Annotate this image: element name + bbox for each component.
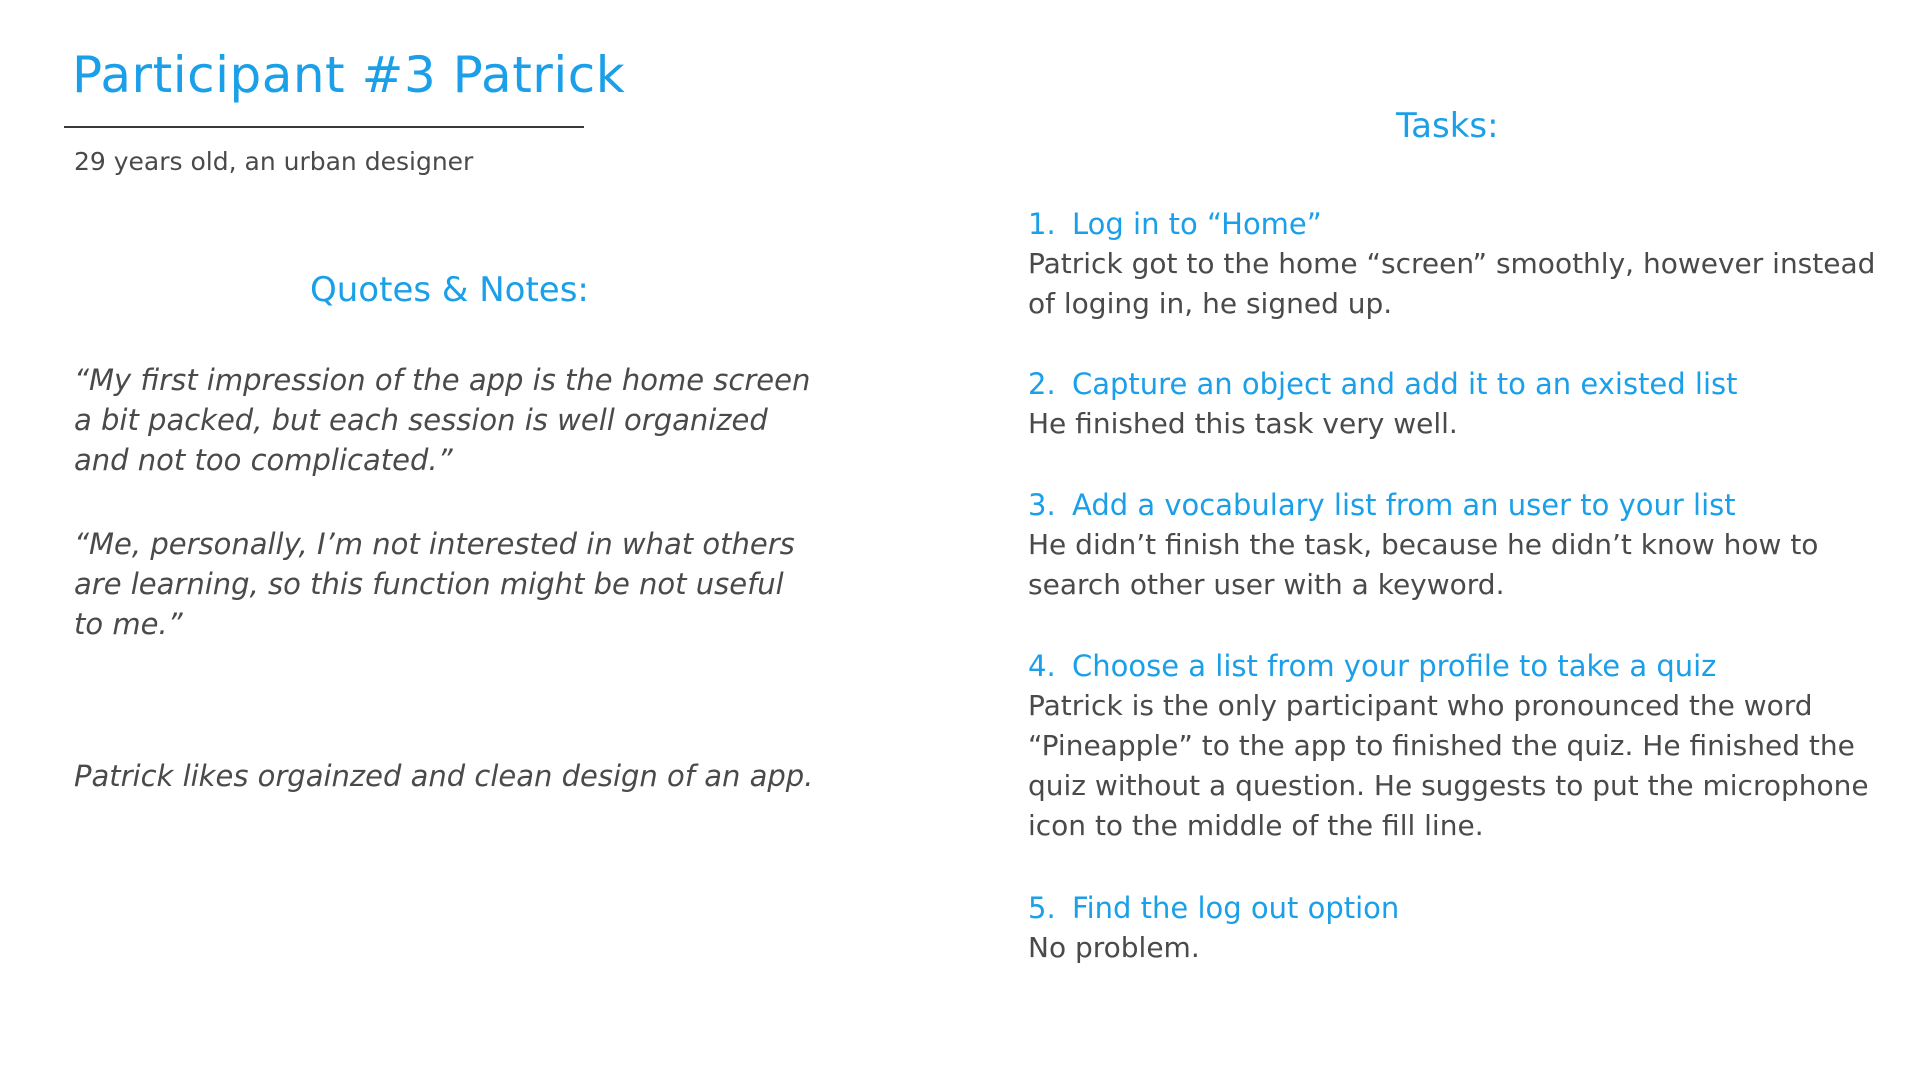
task-5-title — [1028, 888, 1888, 928]
quotes-heading: Quotes & Notes: — [310, 270, 589, 310]
task-2-title — [1028, 364, 1888, 404]
task-3-result: He didn’t finish the task, because he didn’t know how to search other user with a keyword. — [1028, 528, 1819, 601]
task-2-label: Capture an object and add it to an existed list — [1072, 367, 1738, 401]
quote-1: “My first impression of the app is the home screen a bit packed, but each session is well organized and not too complicated.” — [74, 363, 811, 477]
tasks-heading: Tasks: — [1396, 106, 1499, 146]
task-3-label: Add a vocabulary list from an user to your list — [1072, 488, 1736, 522]
task-5-result: No problem. — [1028, 931, 1200, 964]
task-1-number: 1. — [1028, 207, 1056, 241]
task-5-label: Find the log out option — [1072, 891, 1400, 925]
task-3 — [1028, 485, 1888, 605]
task-5 — [1028, 888, 1888, 968]
task-2-result: He finished this task very well. — [1028, 407, 1458, 440]
task-4-title — [1028, 646, 1888, 686]
task-3-title — [1028, 485, 1888, 525]
task-3-number: 3. — [1028, 488, 1056, 522]
note-summary: Patrick likes orgainzed and clean design of an app. — [74, 759, 814, 793]
task-4-result: Patrick is the only participant who pronounced the word “Pineapple” to the app to finished the quiz. He finished the quiz without a question. He suggests to put the microphone icon to the middle of the fill line. — [1028, 689, 1869, 842]
task-1 — [1028, 204, 1888, 324]
quote-2: “Me, personally, I’m not interested in what others are learning, so this function might be not useful to me.” — [74, 527, 795, 641]
title-divider — [64, 126, 584, 128]
task-1-title — [1028, 204, 1888, 244]
participant-description: 29 years old, an urban designer — [74, 147, 474, 176]
page-title: Participant #3 Patrick — [72, 46, 626, 104]
task-1-result: Patrick got to the home “screen” smoothly, however instead of loging in, he signed up. — [1028, 247, 1876, 320]
task-4-label: Choose a list from your profile to take a quiz — [1072, 649, 1717, 683]
task-4 — [1028, 646, 1888, 846]
task-1-label: Log in to “Home” — [1072, 207, 1322, 241]
task-4-number: 4. — [1028, 649, 1056, 683]
task-2-number: 2. — [1028, 367, 1056, 401]
task-2 — [1028, 364, 1888, 444]
task-5-number: 5. — [1028, 891, 1056, 925]
